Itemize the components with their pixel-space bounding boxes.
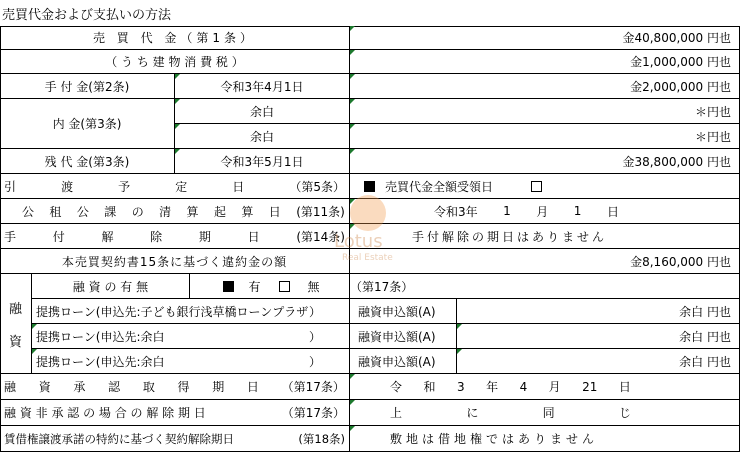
lotus-watermark-logo: Lotus Real Estate xyxy=(330,195,410,265)
checkbox-checked-icon[interactable] xyxy=(223,281,234,292)
loan-lender-2: 提携ローン(申込先:余白 ） xyxy=(32,324,350,349)
deposit-label: 手 付 金(第2条) xyxy=(0,74,175,99)
checkbox-empty-icon[interactable] xyxy=(531,181,542,192)
loan-lender-3: 提携ローン(申込先:余白 ） xyxy=(32,349,350,374)
price-value: 金40,800,000 円也 xyxy=(350,26,740,50)
tax-value: 金1,000,000 円也 xyxy=(350,50,740,74)
leasehold-label: 賃借権譲渡承諾の特約に基づく契約解除期日 (第18条) xyxy=(0,426,350,452)
page-title: 売買代金および支払いの方法 xyxy=(2,8,172,23)
cancel-period-label: 手 付 解 除 期 日 (第14条) xyxy=(0,224,350,249)
financing-article: （第17条） xyxy=(350,274,740,299)
loan-amount-2: 余白 円也 xyxy=(457,324,740,349)
tax-calc-label: 公 租 公 課 の 清 算 起 算 日 (第11条) xyxy=(0,199,350,224)
financing-yes-label: 有 xyxy=(248,279,261,294)
penalty-value: 金8,160,000 円也 xyxy=(350,249,740,274)
loan-lender-1: 提携ローン(申込先:子ども銀行浅草橋ローンプラザ ） xyxy=(32,299,350,324)
loan-amount-1: 余白 円也 xyxy=(457,299,740,324)
delivery-label: 引 渡 予 定 日 （第5条） xyxy=(0,174,350,199)
delivery-option-label: 売買代金全額受領日 xyxy=(385,179,494,194)
approval-value: 令 和 3 年 4 月 21 日 xyxy=(350,374,740,400)
balance-label: 残 代 金(第3条) xyxy=(0,149,175,174)
deposit-date: 令和3年4月1日 xyxy=(175,74,350,99)
interim-label: 内 金(第3条) xyxy=(0,99,175,149)
price-label: 売 買 代 金（第1条） xyxy=(0,26,350,50)
leasehold-value: 敷地は借地権ではありません xyxy=(350,426,740,452)
interim-value-1: ＊円也 xyxy=(350,99,740,124)
financing-presence-label: 融 資 の 有 無 xyxy=(32,274,190,299)
penalty-label: 本売買契約書15条に基づく違約金の額 xyxy=(0,249,350,274)
financing-side-label: 融 資 xyxy=(0,274,32,374)
tax-calc-value: 令和3年 1 月 1 日 xyxy=(350,199,740,224)
balance-date: 令和3年5月1日 xyxy=(175,149,350,174)
lotus-flower-icon xyxy=(350,195,386,231)
approval-label: 融 資 承 認 取 得 期 日 （第17条） xyxy=(0,374,350,400)
balance-value: 金38,800,000 円也 xyxy=(350,149,740,174)
disapproval-value: 上 に 同 じ xyxy=(350,400,740,426)
checkbox-checked-icon[interactable] xyxy=(364,181,375,192)
cancel-period-value: 手付解除の期日はありません xyxy=(350,224,740,249)
tax-label: （ う ち 建 物 消 費 税 ） xyxy=(0,50,350,74)
loan-amount-3: 余白 円也 xyxy=(457,349,740,374)
interim-value-2: ＊円也 xyxy=(350,124,740,149)
loan-amount-label-2: 融資申込額(A) xyxy=(350,324,457,349)
financing-presence-options xyxy=(190,274,350,299)
loan-amount-label-3: 融資申込額(A) xyxy=(350,349,457,374)
financing-no-label: 無 xyxy=(307,279,320,294)
loan-amount-label-1: 融資申込額(A) xyxy=(350,299,457,324)
interim-date-2: 余白 xyxy=(175,124,350,149)
disapproval-label: 融 資 非 承 認 の 場 合 の 解 除 期 日 （第17条） xyxy=(0,400,350,426)
checkbox-empty-icon[interactable] xyxy=(279,281,290,292)
deposit-value: 金2,000,000 円也 xyxy=(350,74,740,99)
interim-date-1: 余白 xyxy=(175,99,350,124)
